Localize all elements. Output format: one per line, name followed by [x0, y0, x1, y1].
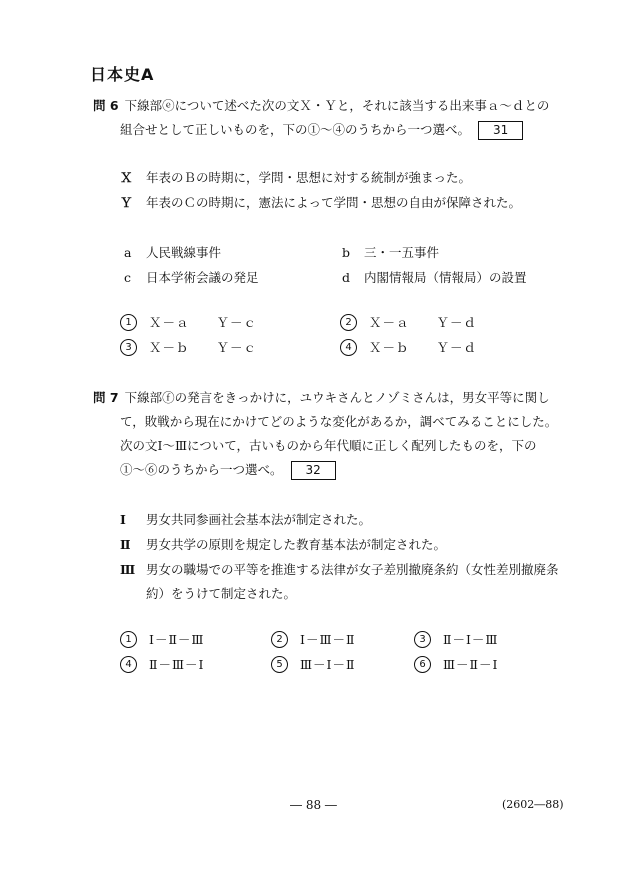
statement-key: Ｘ: [120, 170, 133, 185]
event-text: 内閣情報局（情報局）の設置: [364, 270, 527, 285]
event-key: b: [342, 245, 351, 260]
page-number: ― 88 ―: [290, 798, 337, 812]
option-text: Ⅰ－Ⅱ－Ⅲ: [149, 632, 205, 647]
q7-answer-box: 32: [291, 461, 336, 480]
option-number: 5: [271, 656, 288, 673]
statement-key: Ⅲ: [120, 562, 136, 577]
q7-line3: [120, 436, 537, 454]
q7-option-4[interactable]: [120, 655, 205, 673]
q7-text-1: 下線部ⓕの発言をきっかけに，ユウキさんとノゾミさんは，男女平等に関し: [124, 390, 550, 405]
q7-text-2: て，敗戦から現在にかけてどのような変化があるか，調べてみることにした。: [120, 414, 558, 429]
statement-text: 男女の職場での平等を推進する法律が女子差別撤廃条約（女性差別撤廃条: [146, 562, 559, 577]
q7-line1: [93, 388, 550, 406]
option-number: 3: [120, 339, 137, 356]
option-text: Ⅰ－Ⅲ－Ⅱ: [300, 632, 356, 647]
q7-option-2[interactable]: [271, 630, 356, 648]
q7-statement-3-cont: [120, 584, 296, 602]
option-number: 1: [120, 314, 137, 331]
q7-statement-1: [120, 510, 371, 528]
page-code: (2602―88): [502, 798, 564, 811]
statement-text: 男女共同参画社会基本法が制定された。: [146, 512, 372, 527]
statement-text: 年表のＣの時期に，憲法によって学問・思想の自由が保障された。: [146, 195, 522, 210]
q6-line2: [120, 120, 523, 140]
option-number: 2: [271, 631, 288, 648]
q6-line1: [93, 96, 549, 114]
q7-line2: [120, 412, 557, 430]
q7-line4: [120, 460, 336, 480]
q6-text-2: 組合せとして正しいものを，下の①～④のうちから一つ選べ。: [120, 122, 471, 137]
q7-text-3: 次の文Ⅰ～Ⅲについて，古いものから年代順に正しく配列したものを，下の: [120, 438, 537, 453]
q7-option-1[interactable]: [120, 630, 205, 648]
option-text: Ｘ－ａ Ｙ－ｃ: [149, 315, 258, 330]
event-text: 日本学術会議の発足: [146, 270, 259, 285]
option-text: Ⅲ－Ⅰ－Ⅱ: [300, 657, 356, 672]
option-number: 3: [414, 631, 431, 648]
q6-text-1: 下線部ⓔについて述べた次の文Ｘ・Ｙと，それに該当する出来事ａ～ｄとの: [124, 98, 550, 113]
statement-text: 約）をうけて制定された。: [146, 586, 297, 601]
q6-option-3[interactable]: [120, 338, 257, 356]
q6-event-b: [342, 243, 439, 261]
event-key: d: [342, 270, 351, 285]
option-number: 4: [340, 339, 357, 356]
event-text: 人民戦線事件: [146, 245, 222, 260]
subject-title: 日本史A: [90, 65, 155, 84]
statement-text: 年表のＢの時期に，学問・思想に対する統制が強まった。: [146, 170, 472, 185]
q7-option-6[interactable]: [414, 655, 499, 673]
q6-option-2[interactable]: [340, 313, 477, 331]
option-number: 1: [120, 631, 137, 648]
event-key: a: [124, 245, 132, 260]
option-number: 2: [340, 314, 357, 331]
option-text: Ｘ－ｂ Ｙ－ｄ: [369, 340, 478, 355]
statement-text: 男女共学の原則を規定した教育基本法が制定された。: [146, 537, 447, 552]
statement-key: Ⅰ: [120, 512, 126, 527]
statement-key: Ⅱ: [120, 537, 131, 552]
q6-event-a: [124, 243, 221, 261]
q7-text-4: ①～⑥のうちから一つ選べ。: [120, 462, 283, 477]
q7-label: 問 7: [93, 390, 119, 405]
option-number: 4: [120, 656, 137, 673]
option-text: Ｘ－ｂ Ｙ－ｃ: [149, 340, 258, 355]
q6-statement-x: [120, 168, 471, 186]
option-number: 6: [414, 656, 431, 673]
q7-option-3[interactable]: [414, 630, 499, 648]
option-text: Ⅱ－Ⅲ－Ⅰ: [149, 657, 205, 672]
option-text: Ｘ－ａ Ｙ－ｄ: [369, 315, 478, 330]
q7-option-5[interactable]: [271, 655, 356, 673]
q6-event-d: [342, 268, 527, 286]
event-text: 三・一五事件: [364, 245, 440, 260]
q6-label: 問 6: [93, 98, 119, 113]
event-key: c: [124, 270, 132, 285]
statement-key: Ｙ: [120, 195, 133, 210]
option-text: Ⅲ－Ⅱ－Ⅰ: [443, 657, 499, 672]
q7-statement-3: [120, 560, 559, 578]
q6-option-1[interactable]: [120, 313, 257, 331]
q6-event-c: [124, 268, 259, 286]
q6-statement-y: [120, 193, 521, 211]
q6-answer-box: 31: [478, 121, 523, 140]
option-text: Ⅱ－Ⅰ－Ⅲ: [443, 632, 499, 647]
q7-statement-2: [120, 535, 446, 553]
q6-option-4[interactable]: [340, 338, 477, 356]
